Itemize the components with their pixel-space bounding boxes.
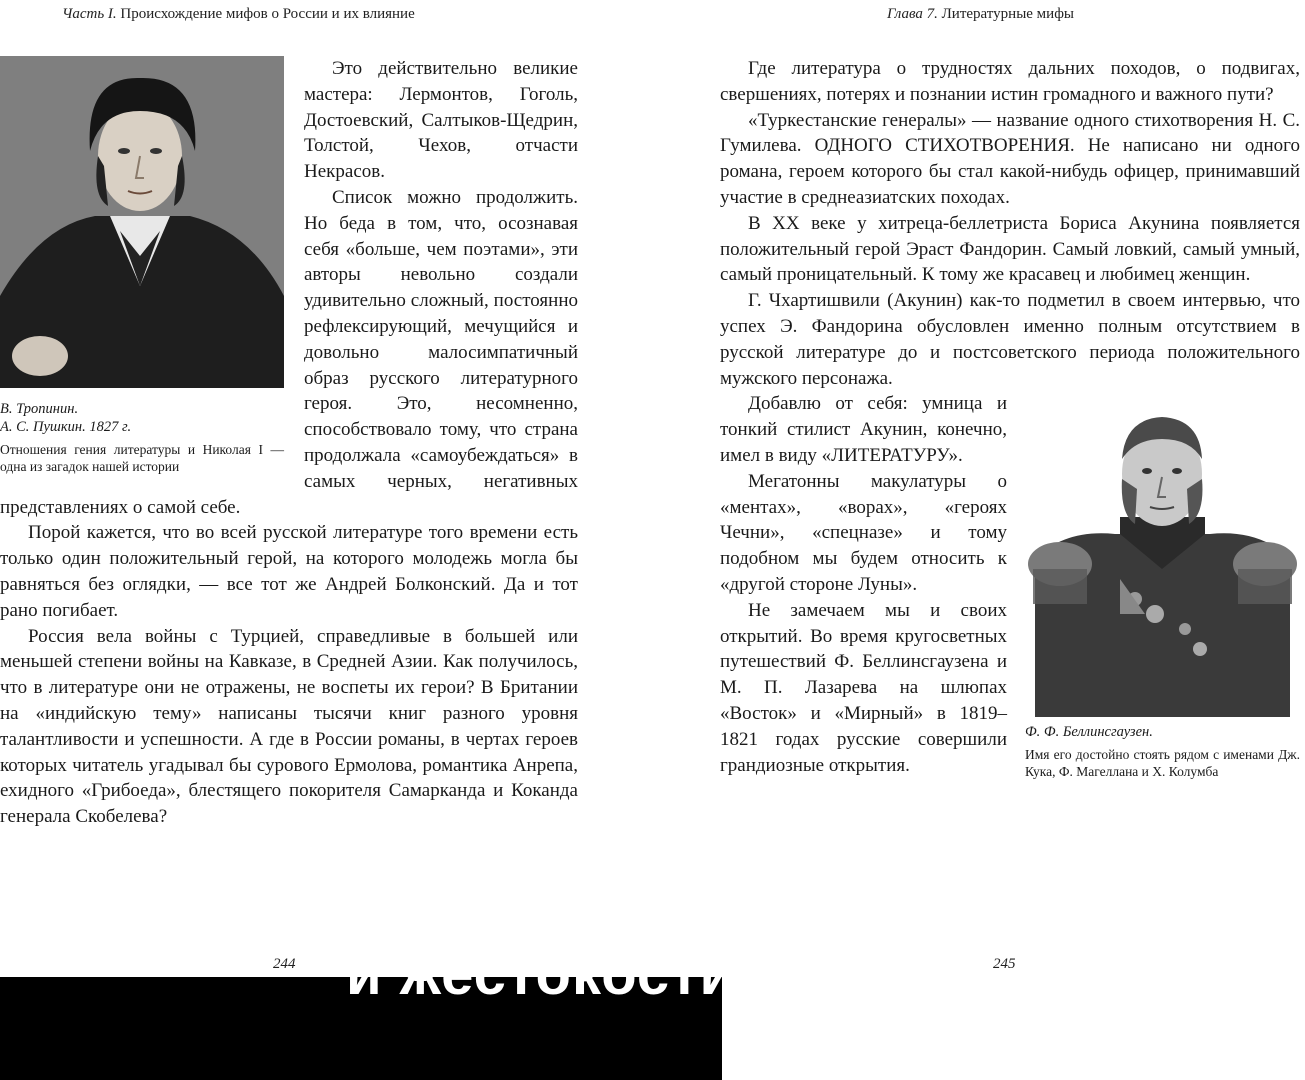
cover-band-text: и жестокости	[346, 942, 737, 1007]
paragraph: Не замечаем мы и своих открытий. Во время кругосветных путешествий Ф. Беллинсгаузена и М. П. Лазарева на шлюпах «Восток» и «Мирный» в 1819–1821 годах русские совершили грандиозные открытия.	[720, 599, 1007, 776]
running-head-left: Часть I. Происхождение мифов о России и их влияние	[62, 6, 415, 22]
pushkin-caption-author: В. Тропинин. А. С. Пушкин. 1827 г.	[0, 401, 132, 435]
paragraph: Порой кажется, что во всей русской литературе того времени есть только один положительный герой, на которого молодежь могла бы равняться без оглядки, — все тот же Андрей Болконский. Да и тот рано погибает.	[0, 522, 578, 621]
page-number-right: 245	[993, 956, 1016, 972]
page-number-left: 244	[273, 956, 296, 972]
paragraph: Добавлю от себя: умница и тонкий стилист Акунин, конечно, имел в виду «ЛИТЕРАТУРУ».	[720, 393, 1007, 466]
pushkin-portrait	[0, 56, 284, 388]
bellingshausen-portrait	[1025, 399, 1300, 717]
paragraph: Мегатонны макулатуры о «ментах», «ворах», «героях Чечни», «спецназе» и тому подобном мы будем относить к «другой стороне Луны».	[720, 470, 1007, 595]
paragraph: Список можно продолжить. Но беда в том, что, осознавая себя «больше, чем поэтами», эти авторы невольно создали удивительно сложный, постоянно рефлексирующий, мечущийся и довольно малосимпатичный образ русского литературного героя. Это, несомненно, способствовало тому, что страна продолжала «самоубеждаться» в самых черных, негативных представлениях о самой себе.	[0, 186, 578, 518]
paragraph: Это действительно великие мастера: Лермонтов, Гоголь, Достоевский, Салтыков-Щедрин, Толстой, Чехов, отчасти Некрасов.	[304, 58, 578, 183]
paragraph: Где литература о трудностях дальних походов, о подвигах, свершениях, потерях и познании истин громадного и важного пути?	[720, 58, 1300, 105]
pushkin-figure	[0, 56, 284, 475]
paragraph: Г. Чхартишвили (Акунин) как-то подметил в своем интервью, что успех Э. Фандорина обусловлен именно полным отсутствием в русской литературе до и постсоветского периода положительного мужского персонажа.	[720, 290, 1300, 389]
paragraph: Россия вела войны с Турцией, справедливые в большей или меньшей степени войны на Кавказе, в Средней Азии. Как получилось, что в литературе они не отражены, не воспеты их герои? В Британии на «индийскую тему» написаны тысячи книг разного уровня талантливости и успешности. А где в России романы, в чертах героев которых читатель угадывал бы сурового Ермолова, романтика Анрепа, ехидного «Грибоеда», блестящего покорителя Самарканда и Коканда генерала Скобелева?	[0, 625, 578, 828]
running-head-right: Глава 7. Литературные мифы	[887, 6, 1074, 22]
left-page-body	[0, 56, 578, 830]
right-page-body	[720, 56, 1300, 786]
bellingshausen-caption-author: Ф. Ф. Беллинсгаузен.	[1025, 724, 1153, 741]
paragraph: «Туркестанские генералы» — название одного стихотворения Н. С. Гумилева. ОДНОГО СТИХОТВОРЕНИЯ. Не написано ни одного романа, героем которого бы стал какой-нибудь офицер, принимавший участие в среднеазиатских походах.	[720, 109, 1300, 208]
paragraph: В XX веке у хитреца-беллетриста Бориса Акунина появляется положительный герой Эраст Фандорин. Самый ловкий, самый умный, самый проницательный. К тому же красавец и любимец женщин.	[720, 212, 1300, 286]
bellingshausen-caption-text: Имя его достойно стоять рядом с именами Дж. Кука, Ф. Магеллана и Х. Колумба	[1025, 747, 1300, 779]
bellingshausen-figure	[1025, 399, 1300, 780]
pushkin-caption-text: Отношения гения литературы и Николая I — одна из загадок нашей истории	[0, 442, 284, 474]
